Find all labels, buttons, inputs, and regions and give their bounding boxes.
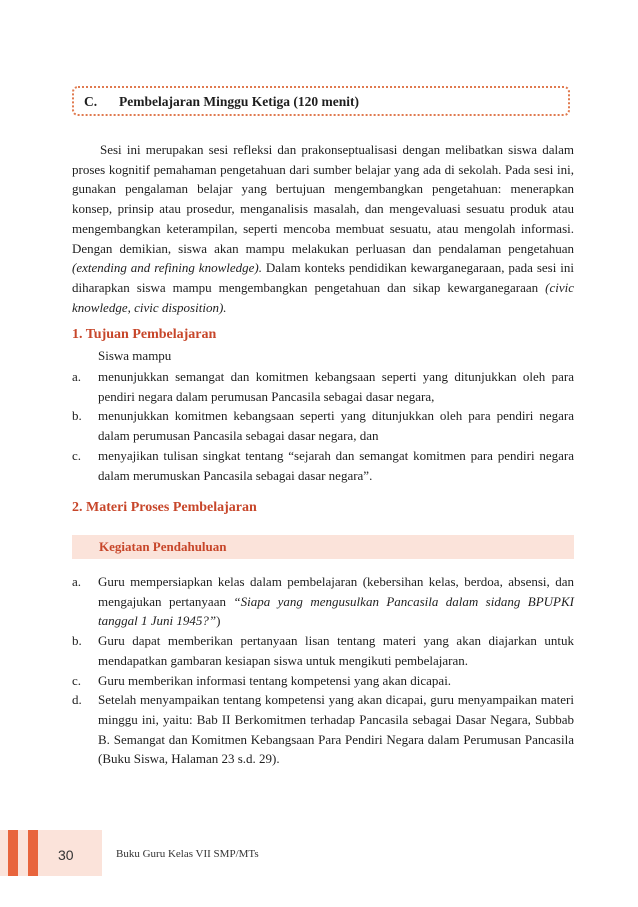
- list-item: [72, 572, 574, 631]
- footer-book-title: Buku Guru Kelas VII SMP/MTs: [116, 848, 259, 860]
- intro-text-1: Sesi ini merupakan sesi refleksi dan prakonseptualisasi dengan melibatkan siswa dalam proses kognitif pemahaman pengetahuan dari sumber belajar yang ada di sekolah. Pada sesi ini, gunakan pengalaman belajar yang bertujuan mengembangkan pengetahuan: menerapkan konsep, prinsip atau prosedur, menganalisis masalah, dan mengevaluasi sesuatu produk atau mengembangkan keterampilan, seperti mencoba membuat sesuatu, atau mengolah informasi. Dengan demikian, siswa akan mampu melakukan perluasan dan pendalaman pengetahuan: [72, 142, 574, 256]
- list-item-text-after: ): [216, 613, 221, 629]
- page-number: 30: [58, 847, 74, 863]
- list-item: [72, 446, 574, 485]
- intro-italic-2: (civic knowledge, civic disposition).: [72, 279, 574, 315]
- list-marker: b.: [72, 633, 82, 649]
- list-item-text: menunjukkan komitmen kebangsaan seperti yang ditunjukkan oleh para pendiri negara dalam perumusan Pancasila sebagai dasar negara, dan: [98, 408, 574, 444]
- list-item-text: menunjukkan semangat dan komitmen kebangsaan seperti yang ditunjukkan oleh para pendiri negara dalam perumusan Pancasila sebagai dasar negara,: [98, 369, 574, 404]
- list-item-text: Setelah menyampaikan tentang kompetensi yang akan dicapai, guru menyampaikan materi minggu ini, yaitu: Bab II Berkomitmen terhadap Pancasila sebagai Dasar Negara, Subbab B. Semangat dan Komitmen Kebangsaan Para Pendiri Negara dalam Perumusan Pancasila (Buku Siswa, Halaman 23 s.d. 29).: [98, 692, 574, 767]
- list-item: [72, 671, 574, 691]
- section-letter: C.: [84, 94, 98, 109]
- list-marker: d.: [72, 692, 82, 708]
- list-item: [72, 367, 574, 406]
- subheading-label: Kegiatan Pendahuluan: [99, 539, 227, 554]
- intro-italic-1: (extending and refining knowledge).: [72, 260, 262, 276]
- materi-heading: 2. Materi Proses Pembelajaran: [72, 500, 257, 515]
- tujuan-heading: 1. Tujuan Pembelajaran: [72, 327, 217, 342]
- intro-paragraph: [72, 140, 574, 317]
- list-marker: b.: [72, 408, 82, 424]
- list-marker: c.: [72, 447, 82, 463]
- tujuan-lead: Siswa mampu: [98, 348, 172, 363]
- footer-decor-bar: [8, 830, 18, 876]
- list-item-italic: “Siapa yang mengusulkan Pancasila dalam sidang BPUPKI tanggal 1 Juni 1945?”: [98, 593, 574, 629]
- list-marker: a.: [72, 369, 82, 384]
- list-marker: a.: [72, 574, 82, 589]
- list-item: [72, 631, 574, 670]
- list-item: [72, 690, 574, 769]
- list-item-text: menyajikan tulisan singkat tentang “sejarah dan semangat komitmen para pendiri negara dalam merumuskan Pancasila sebagai dasar negara”.: [98, 447, 574, 483]
- section-title: Pembelajaran Minggu Ketiga (120 menit): [119, 94, 359, 109]
- list-item-text: Guru mempersiapkan kelas dalam pembelajaran (kebersihan kelas, berdoa, absensi, dan mengajukan pertanyaan: [98, 574, 574, 609]
- tujuan-list: [72, 367, 574, 485]
- list-item-text: Guru memberikan informasi tentang kompetensi yang akan dicapai.: [98, 672, 452, 688]
- section-header-box: [72, 86, 570, 116]
- footer-decor-bar: [28, 830, 38, 876]
- list-marker: c.: [72, 672, 82, 688]
- list-item-text: Guru dapat memberikan pertanyaan lisan tentang materi yang akan diajarkan untuk mendapatkan gambaran kesiapan siswa untuk mengikuti pembelajaran.: [98, 633, 574, 668]
- subheading-bar: [72, 535, 574, 559]
- list-item: [72, 406, 574, 445]
- intro-text-2: Dalam konteks pendidikan kewarganegaraan, pada sesi ini diharapkan siswa mampu mengembangkan pengetahuan dan sikap kewarganegaraan: [72, 260, 574, 295]
- materi-list: [72, 572, 574, 769]
